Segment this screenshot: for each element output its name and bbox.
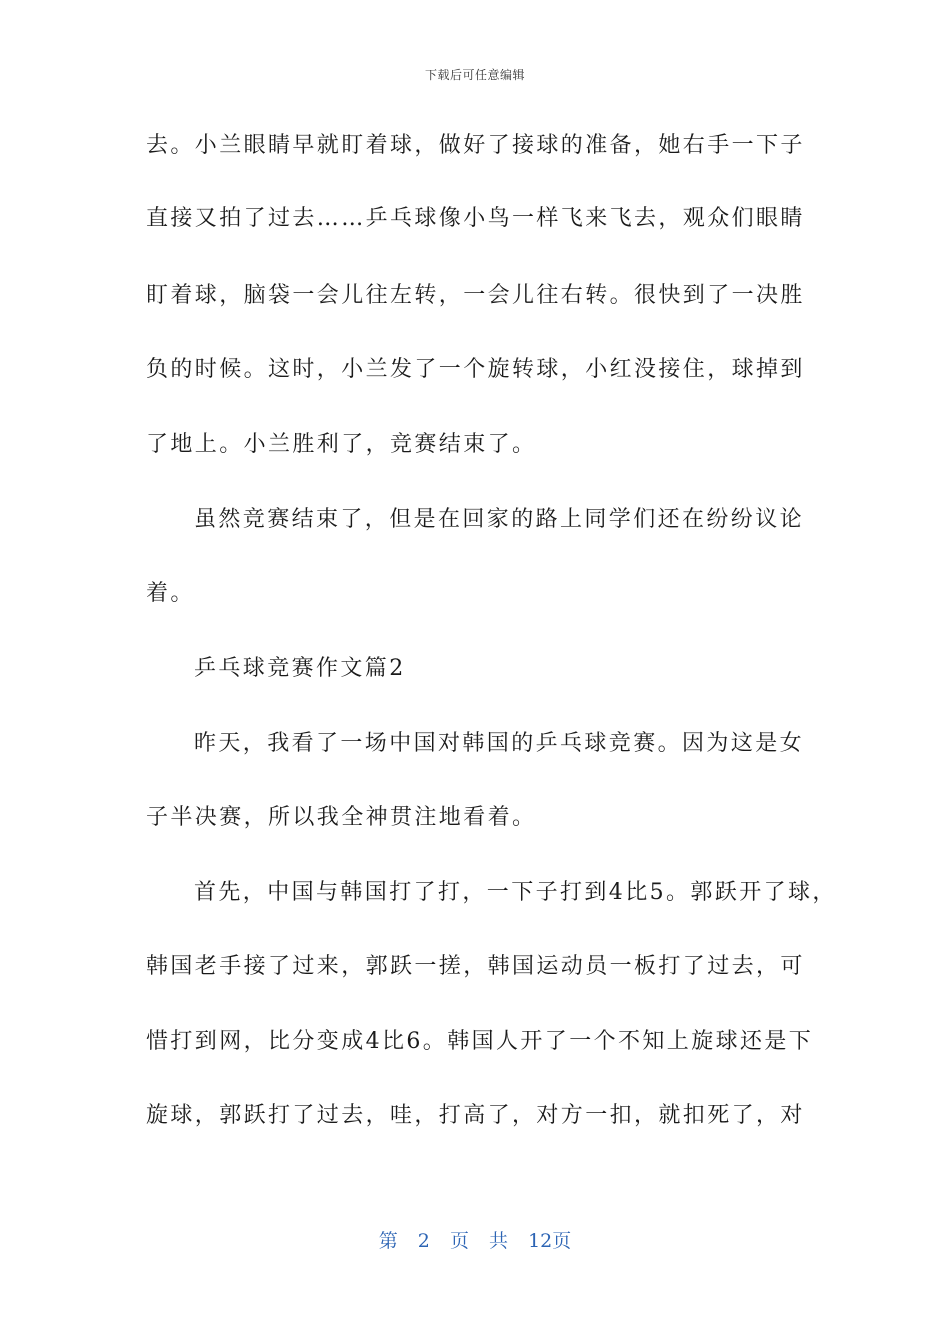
- footer-page-number: 2: [417, 1230, 430, 1252]
- footer-page-label: 页: [449, 1230, 469, 1252]
- paragraph-line: 昨天，我看了一场中国对韩国的乒乓球竞赛。因为这是女: [194, 731, 805, 756]
- paragraph-line: 了地上。小兰胜利了，竞赛结束了。: [146, 432, 537, 457]
- footer-prefix: 第: [378, 1230, 398, 1252]
- paragraph-line: 直接又拍了过去……乒乓球像小鸟一样飞来飞去，观众们眼睛: [146, 206, 805, 231]
- paragraph-line: 负的时候。这时，小兰发了一个旋转球，小红没接住，球掉到: [146, 357, 805, 382]
- paragraph-line: 韩国老手接了过来，郭跃一搓，韩国运动员一板打了过去，可: [146, 954, 805, 979]
- paragraph-line: 盯着球，脑袋一会儿往左转，一会儿往右转。很快到了一决胜: [146, 283, 805, 308]
- page-footer: [0, 1226, 950, 1253]
- paragraph-line: 着。: [146, 581, 195, 606]
- paragraph-line: 惜打到网，比分变成4比6。韩国人开了一个不知上旋球还是下: [146, 1029, 814, 1054]
- section-heading: 乒乓球竞赛作文篇2: [194, 656, 406, 681]
- paragraph-line: 去。小兰眼睛早就盯着球，做好了接球的准备，她右手一下子: [146, 133, 805, 158]
- paragraph-line: 旋球，郭跃打了过去，哇，打高了，对方一扣，就扣死了，对: [146, 1103, 805, 1128]
- paragraph-line: 子半决赛，所以我全神贯注地看着。: [146, 805, 537, 830]
- page-header: 下载后可任意编辑: [424, 68, 525, 82]
- footer-total-label: 共: [489, 1230, 509, 1252]
- paragraph-line: 虽然竞赛结束了，但是在回家的路上同学们还在纷纷议论: [194, 507, 805, 532]
- footer-total-pages: 12页: [528, 1230, 572, 1252]
- paragraph-line: 首先，中国与韩国打了打，一下子打到4比5。郭跃开了球，: [194, 880, 837, 905]
